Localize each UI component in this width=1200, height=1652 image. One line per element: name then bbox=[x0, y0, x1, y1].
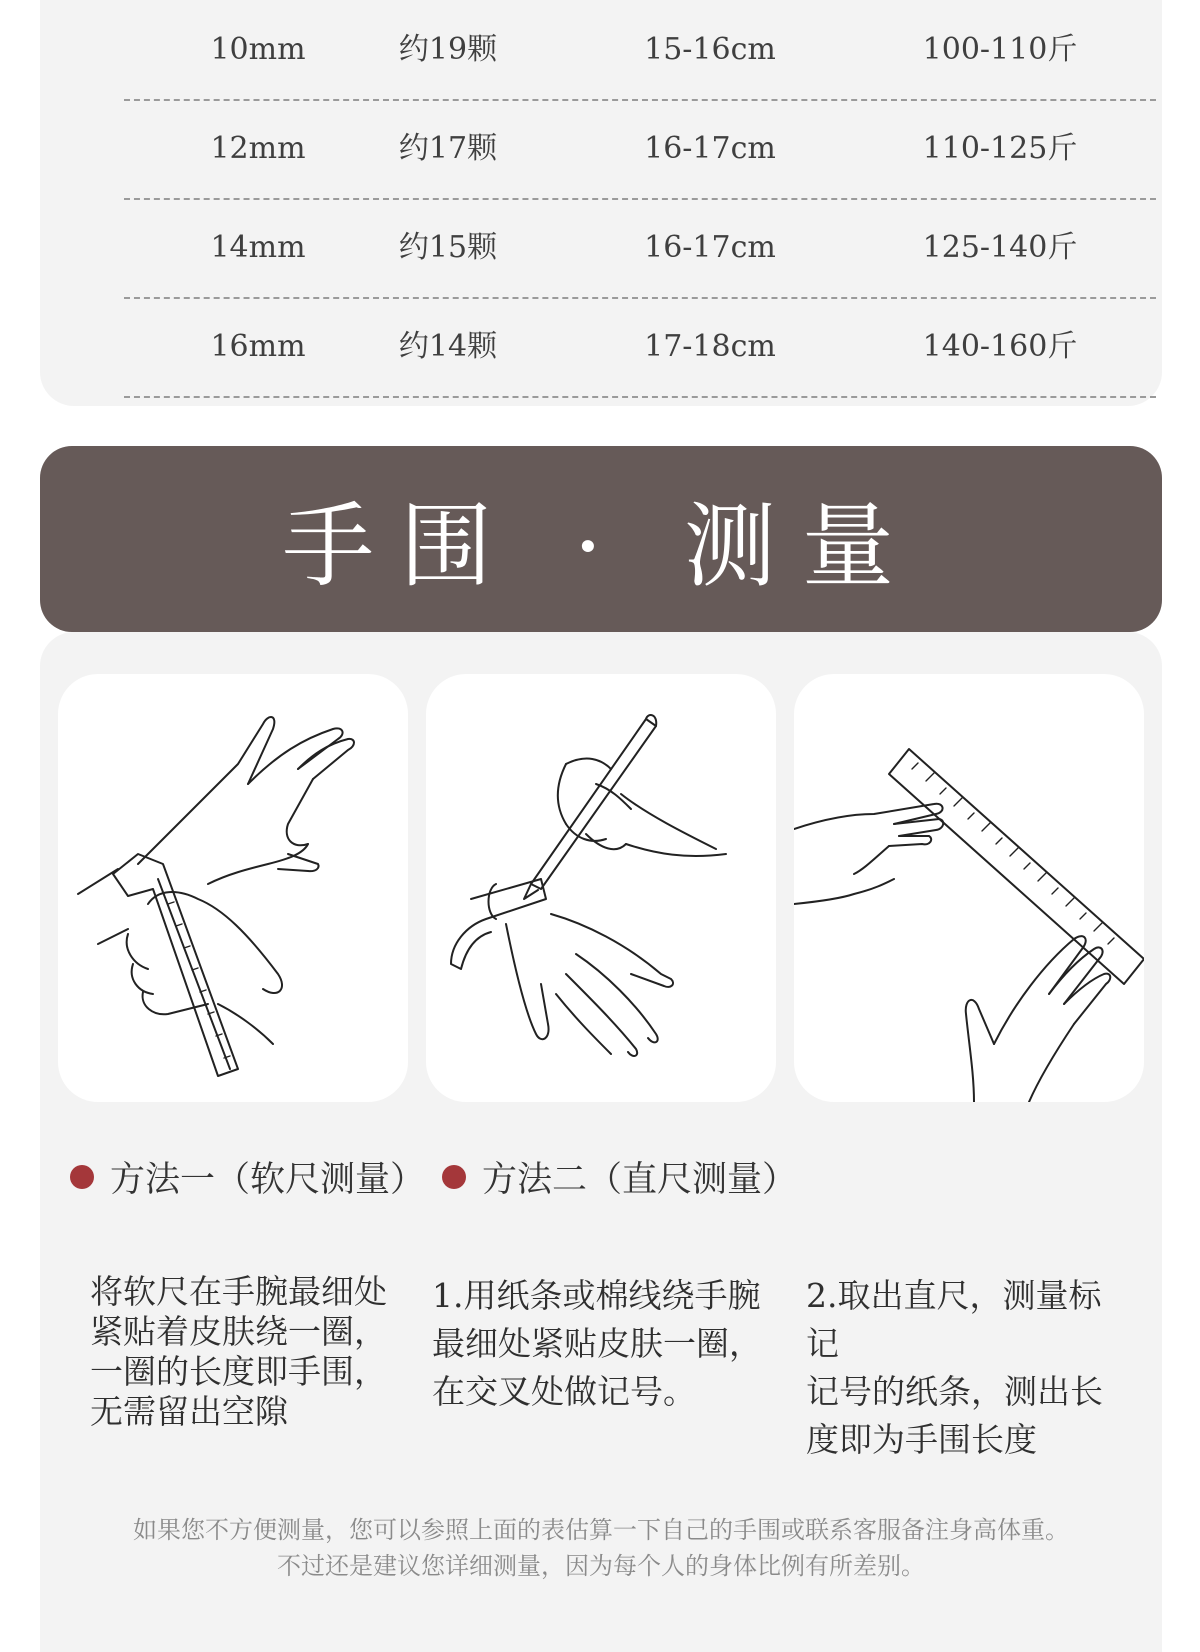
section-title: 手围 · 测量 bbox=[282, 493, 920, 600]
method-two-title bbox=[442, 1152, 797, 1202]
bead-count-cell: 约17颗 bbox=[398, 131, 498, 166]
weight-cell: 125-140斤 bbox=[922, 230, 1078, 265]
section-banner bbox=[40, 446, 1162, 632]
paper-strip-marking-icon bbox=[426, 674, 776, 1102]
bead-size-cell: 12mm bbox=[210, 131, 306, 166]
method-one-description: 将软尺在手腕最细处 紧贴着皮肤绕一圈， 一圈的长度即手围， 无需留出空隙 bbox=[90, 1272, 387, 1431]
bead-size-cell: 16mm bbox=[210, 329, 306, 364]
bead-count-cell: 约19颗 bbox=[398, 32, 498, 67]
wrist-size-cell: 15-16cm bbox=[644, 32, 776, 67]
weight-cell: 100-110斤 bbox=[922, 32, 1078, 67]
weight-cell: 110-125斤 bbox=[922, 131, 1078, 166]
bullet-dot-icon bbox=[70, 1165, 94, 1189]
note-line-1: 如果您不方便测量，您可以参照上面的表估算一下自己的手围或联系客服备注身高体重。 bbox=[133, 1516, 1069, 1544]
method-one-label: 方法一（软尺测量） bbox=[110, 1160, 426, 1200]
table-row bbox=[124, 0, 1156, 101]
method-two-label: 方法二（直尺测量） bbox=[482, 1160, 798, 1200]
bead-count-cell: 约14颗 bbox=[398, 329, 498, 364]
bead-size-cell: 14mm bbox=[210, 230, 306, 265]
bead-size-cell: 10mm bbox=[210, 32, 306, 67]
table-row bbox=[124, 99, 1156, 200]
bead-count-cell: 约15颗 bbox=[398, 230, 498, 265]
wrist-size-cell: 16-17cm bbox=[644, 230, 776, 265]
table-row bbox=[124, 198, 1156, 299]
weight-cell: 140-160斤 bbox=[922, 329, 1078, 364]
measurement-note bbox=[40, 1512, 1162, 1584]
note-line-2: 不过还是建议您详细测量，因为每个人的身体比例有所差别。 bbox=[277, 1552, 925, 1580]
ruler-measuring-icon bbox=[794, 674, 1144, 1102]
wrist-tape-measure-icon bbox=[58, 674, 408, 1102]
size-table-card bbox=[40, 0, 1162, 406]
wrist-size-cell: 17-18cm bbox=[644, 329, 776, 364]
table-row bbox=[124, 297, 1156, 398]
wrist-size-cell: 16-17cm bbox=[644, 131, 776, 166]
method-two-step-one: 1.用纸条或棉线绕手腕 最细处紧贴皮肤一圈， 在交叉处做记号。 bbox=[432, 1276, 762, 1411]
method-one-title bbox=[70, 1152, 425, 1202]
measurement-methods-card bbox=[40, 632, 1162, 1652]
bullet-dot-icon bbox=[442, 1165, 466, 1189]
method-two-step-two: 2.取出直尺，测量标记 记号的纸条，测出长 度即为手围长度 bbox=[806, 1276, 1103, 1459]
